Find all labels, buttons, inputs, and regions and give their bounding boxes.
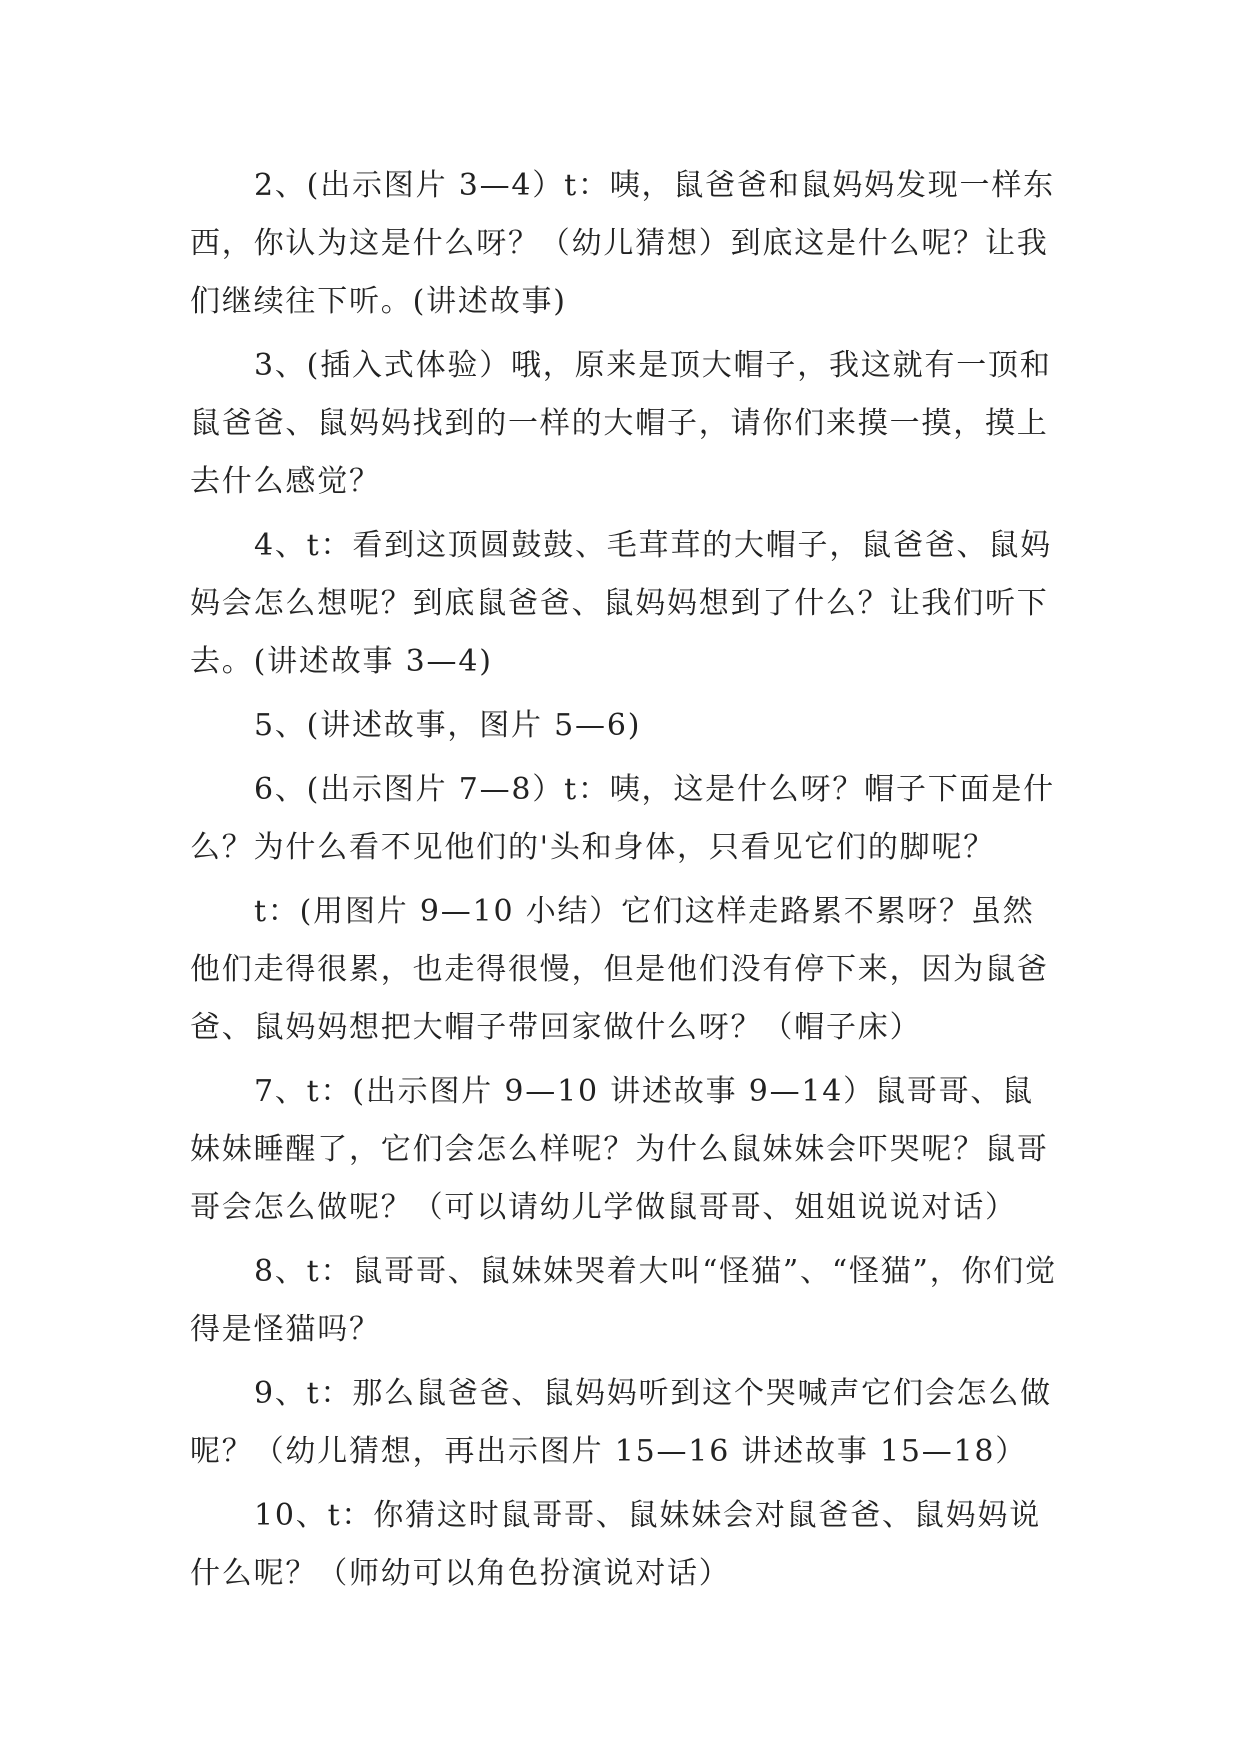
paragraph-step-3: 3、(插入式体验）哦，原来是顶大帽子，我这就有一顶和鼠爸爸、鼠妈妈找到的一样的大帽子，请你们来摸一摸，摸上去什么感觉？ [190,348,1052,499]
paragraph-step-4: 4、t：看到这顶圆鼓鼓、毛茸茸的大帽子，鼠爸爸、鼠妈妈会怎么想呢？到底鼠爸爸、鼠妈妈想到了什么？让我们听下去。(讲述故事 3—4) [190,528,1052,679]
paragraph-step-2: 2、(出示图片 3—4）t：咦，鼠爸爸和鼠妈妈发现一样东西，你认为这是什么呀？（幼儿猜想）到底这是什么呢？让我们继续往下听。(讲述故事) [190,168,1055,319]
paragraph-step-10: 10、t：你猜这时鼠哥哥、鼠妹妹会对鼠爸爸、鼠妈妈说什么呢？（师幼可以角色扮演说对话） [190,1498,1042,1591]
paragraph-step-6: 6、(出示图片 7—8）t：咦，这是什么呀？帽子下面是什么？为什么看不见他们的'头和身体，只看见它们的脚呢？ [190,772,1055,865]
document-body [190,157,1060,1609]
paragraph-summary: t：(用图片 9—10 小结）它们这样走路累不累呀？虽然他们走得很累，也走得很慢，但是他们没有停下来，因为鼠爸爸、鼠妈妈想把大帽子带回家做什么呀？（帽子床） [190,894,1049,1045]
paragraph-step-5: 5、(讲述故事，图片 5—6) [254,708,642,743]
paragraph-step-8: 8、t：鼠哥哥、鼠妹妹哭着大叫“怪猫”、“怪猫”，你们觉得是怪猫吗？ [190,1254,1057,1347]
paragraph-step-9: 9、t：那么鼠爸爸、鼠妈妈听到这个哭喊声它们会怎么做呢？（幼儿猜想，再出示图片 15—16 讲述故事 15—18） [190,1376,1052,1469]
paragraph-step-7: 7、t：(出示图片 9—10 讲述故事 9—14）鼠哥哥、鼠妹妹睡醒了，它们会怎么样呢？为什么鼠妹妹会吓哭呢？鼠哥哥会怎么做呢？（可以请幼儿学做鼠哥哥、姐姐说说对话） [190,1074,1049,1225]
